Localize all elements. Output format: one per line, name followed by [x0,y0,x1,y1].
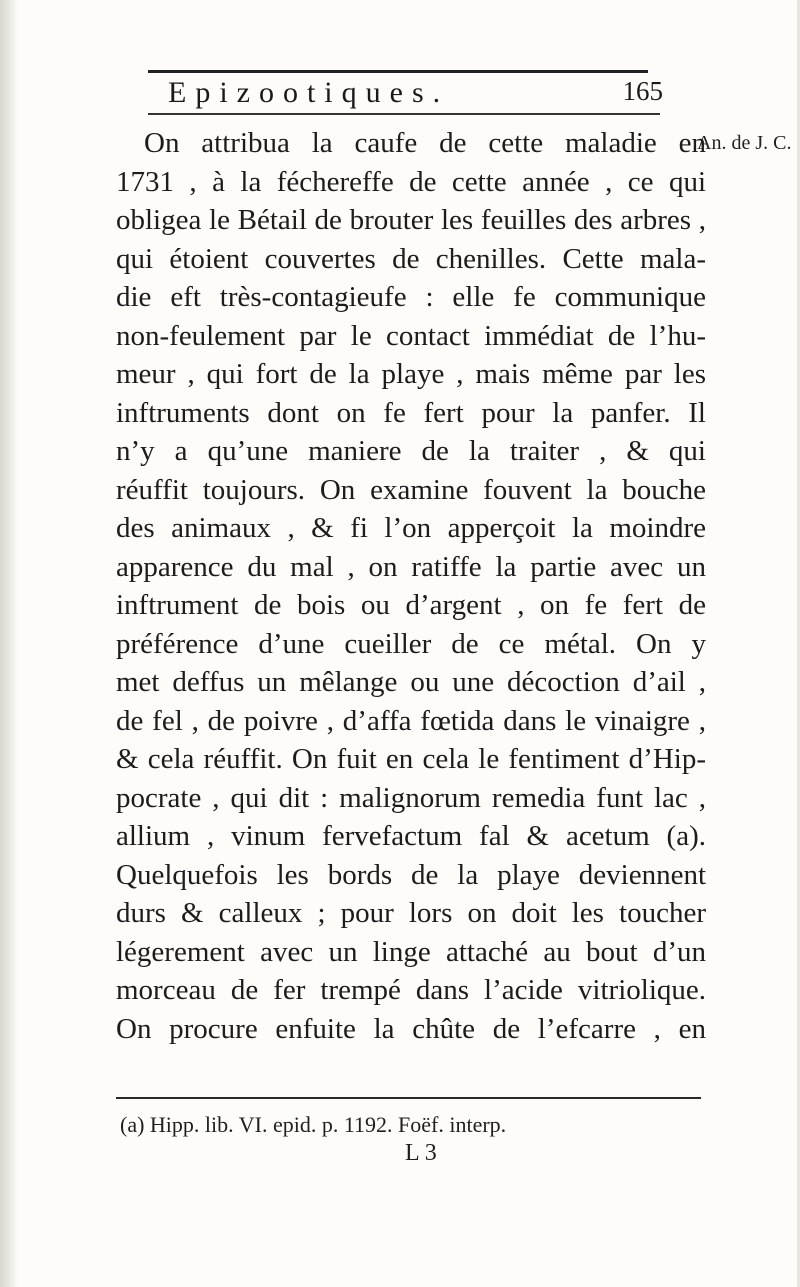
text-line: réuffit toujours. On examine fouvent la bouche [116,473,706,506]
body-text [116,124,706,1048]
text-line: apparence du mal , on ratiffe la partie avec un [116,550,706,583]
page-number: 165 [622,76,663,106]
footnote-rule [116,1097,701,1099]
text-line: On attribua la caufe de cette maladie en [144,127,706,159]
header-rule [148,113,660,115]
text-line: des animaux , & fi l’on apperçoit la moindre [116,512,706,544]
margin-note: An. de J. C. [697,132,792,154]
text-line: 1731 , à la féchereffe de cette année , ce qui [116,165,706,198]
text-line: légerement avec un linge attaché au bout d’un [116,935,706,968]
text-line: meur , qui fort de la playe , mais même par les [116,358,706,390]
text-line: pocrate , qui dit : malignorum remedia funt lac , [116,781,706,814]
footnote: (a) Hipp. lib. VI. epid. p. 1192. Foëf. interp. [120,1112,507,1137]
text-line: qui étoient couvertes de chenilles. Cette mala- [116,242,706,275]
running-title: Epizootiques. [168,76,450,109]
text-line: de fel , de poivre , d’affa fœtida dans le vinaigre , [116,704,706,737]
text-line: inftrument de bois ou d’argent , on fe fert de [116,589,706,621]
text-line: On procure enfuite la chûte de l’efcarre , en [116,1012,706,1045]
text-line: & cela réuffit. On fuit en cela le fentiment d’Hip- [116,743,706,775]
page-gutter [0,0,18,1287]
signature-mark: L 3 [405,1140,437,1166]
text-line: durs & calleux ; pour lors on doit les toucher [116,897,706,929]
text-line: met deffus un mêlange ou une décoction d’ail , [116,666,706,698]
text-line: allium , vinum fervefactum fal & acetum (a). [116,820,706,852]
text-line: non-feulement par le contact immédiat de l’hu- [116,319,706,352]
text-line: obligea le Bétail de brouter les feuilles des arbres , [116,204,706,236]
text-line: Quelquefois les bords de la playe deviennent [116,858,706,891]
running-head [168,72,663,112]
text-line: inftruments dont on fe fert pour la panfer. Il [116,396,706,429]
text-line: n’y a qu’une maniere de la traiter , & qui [116,435,706,467]
text-line: morceau de fer trempé dans l’acide vitriolique. [116,974,706,1006]
text-line: préférence d’une cueiller de ce métal. On y [116,627,706,660]
text-line: die eft très-contagieufe : elle fe communique [116,281,706,313]
